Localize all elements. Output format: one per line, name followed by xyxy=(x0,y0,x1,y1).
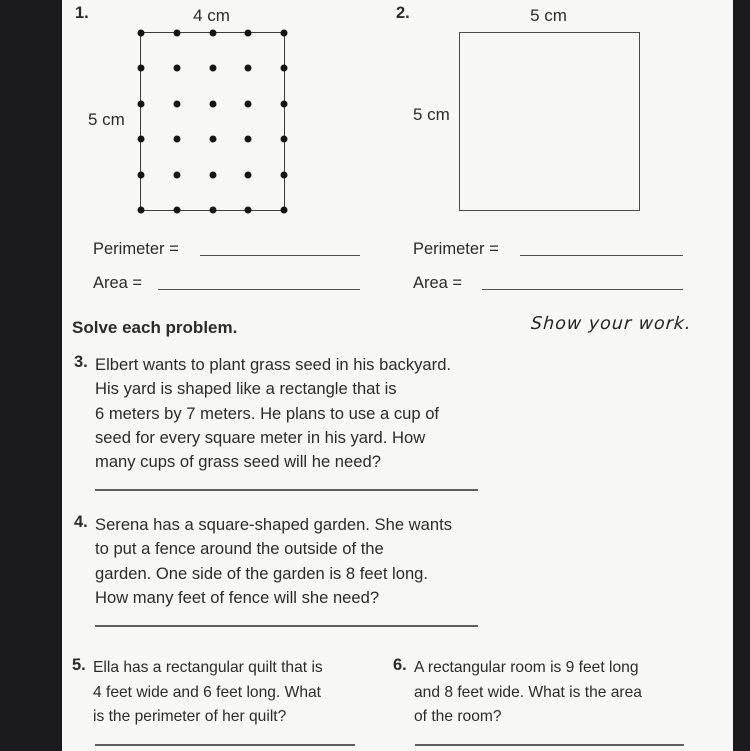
grid-dot xyxy=(138,100,145,107)
grid-dot xyxy=(173,30,180,37)
grid-dot xyxy=(209,207,216,214)
dot-grid-rectangle xyxy=(140,32,285,211)
problem-4-line: Serena has a square-shaped garden. She wants xyxy=(95,515,453,534)
left-scan-bar xyxy=(0,0,62,751)
grid-dot xyxy=(281,65,288,72)
problem-3-text xyxy=(95,353,451,474)
right-scan-bar xyxy=(733,0,750,751)
problem-2-number: 2. xyxy=(396,4,410,22)
problem-3-line: 6 meters by 7 meters. He plans to use a cup of xyxy=(95,403,440,423)
answer-line-4 xyxy=(95,625,478,627)
grid-dot xyxy=(245,171,252,178)
answer-line-6 xyxy=(415,744,684,746)
perimeter-blank-line-2 xyxy=(520,255,683,256)
answer-line-5 xyxy=(95,744,355,746)
problem-3-number: 3. xyxy=(74,353,88,371)
grid-dot xyxy=(138,207,145,214)
grid-dot xyxy=(138,171,145,178)
problem-6-line: of the room? xyxy=(414,708,502,726)
figure-2-height-label: 5 cm xyxy=(413,105,450,124)
problem-4-line: to put a fence around the outside of the xyxy=(95,539,384,559)
grid-dot xyxy=(209,30,216,37)
area-label-2: Area = xyxy=(413,274,463,292)
problem-6-number: 6. xyxy=(393,656,407,674)
problem-3-line: His yard is shaped like a rectangle that is xyxy=(95,379,397,399)
perimeter-blank-line-1 xyxy=(200,255,360,256)
problem-3-line: Elbert wants to plant grass seed in his backyard. xyxy=(95,355,452,374)
problem-5-number: 5. xyxy=(72,656,86,674)
grid-dot xyxy=(281,100,288,107)
problem-5-line: is the perimeter of her quilt? xyxy=(93,708,287,726)
grid-dot xyxy=(245,136,252,143)
area-label-1: Area = xyxy=(93,274,143,292)
problem-4-line: How many feet of fence will she need? xyxy=(95,587,380,607)
grid-dot xyxy=(209,171,216,178)
grid-dot xyxy=(138,30,145,37)
grid-dot xyxy=(281,171,288,178)
problem-6-line: A rectangular room is 9 feet long xyxy=(414,659,639,676)
grid-dot xyxy=(173,65,180,72)
grid-dot xyxy=(245,100,252,107)
grid-dot xyxy=(173,171,180,178)
grid-dot xyxy=(281,207,288,214)
grid-dot xyxy=(209,136,216,143)
answer-line-3 xyxy=(95,489,478,491)
grid-dot xyxy=(173,100,180,107)
grid-dot xyxy=(245,30,252,37)
section-heading: Solve each problem. xyxy=(72,318,238,337)
area-blank-line-2 xyxy=(482,289,683,290)
problem-3-line: many cups of grass seed will he need? xyxy=(95,452,381,472)
grid-dot xyxy=(209,65,216,72)
problem-3-line: seed for every square meter in his yard. How xyxy=(95,427,426,447)
problem-5-text xyxy=(93,656,323,730)
problem-5-line: Ella has a rectangular quilt that is xyxy=(93,659,323,676)
problem-4-line: garden. One side of the garden is 8 feet long. xyxy=(95,563,429,583)
grid-dot xyxy=(209,100,216,107)
area-blank-line-1 xyxy=(158,289,360,290)
grid-dot xyxy=(281,136,288,143)
problem-1-number: 1. xyxy=(75,4,89,22)
grid-dot xyxy=(138,65,145,72)
show-your-work-note: Show your work. xyxy=(530,314,693,334)
problem-5-line: 4 feet wide and 6 feet long. What xyxy=(93,683,321,701)
problem-4-text xyxy=(95,513,452,610)
problem-6-line: and 8 feet wide. What is the area xyxy=(414,683,642,701)
square-figure xyxy=(459,32,640,211)
figure-2-width-label: 5 cm xyxy=(530,6,567,25)
figure-1-height-label: 5 cm xyxy=(88,110,125,129)
figure-1-width-label: 4 cm xyxy=(193,6,230,25)
grid-dot xyxy=(245,207,252,214)
grid-dot xyxy=(173,207,180,214)
grid-dot xyxy=(173,136,180,143)
grid-dot xyxy=(138,136,145,143)
grid-dot xyxy=(245,65,252,72)
perimeter-label-2: Perimeter = xyxy=(413,240,499,258)
problem-6-text xyxy=(414,656,642,730)
perimeter-label-1: Perimeter = xyxy=(93,240,179,258)
problem-4-number: 4. xyxy=(74,513,88,531)
grid-dot xyxy=(281,30,288,37)
